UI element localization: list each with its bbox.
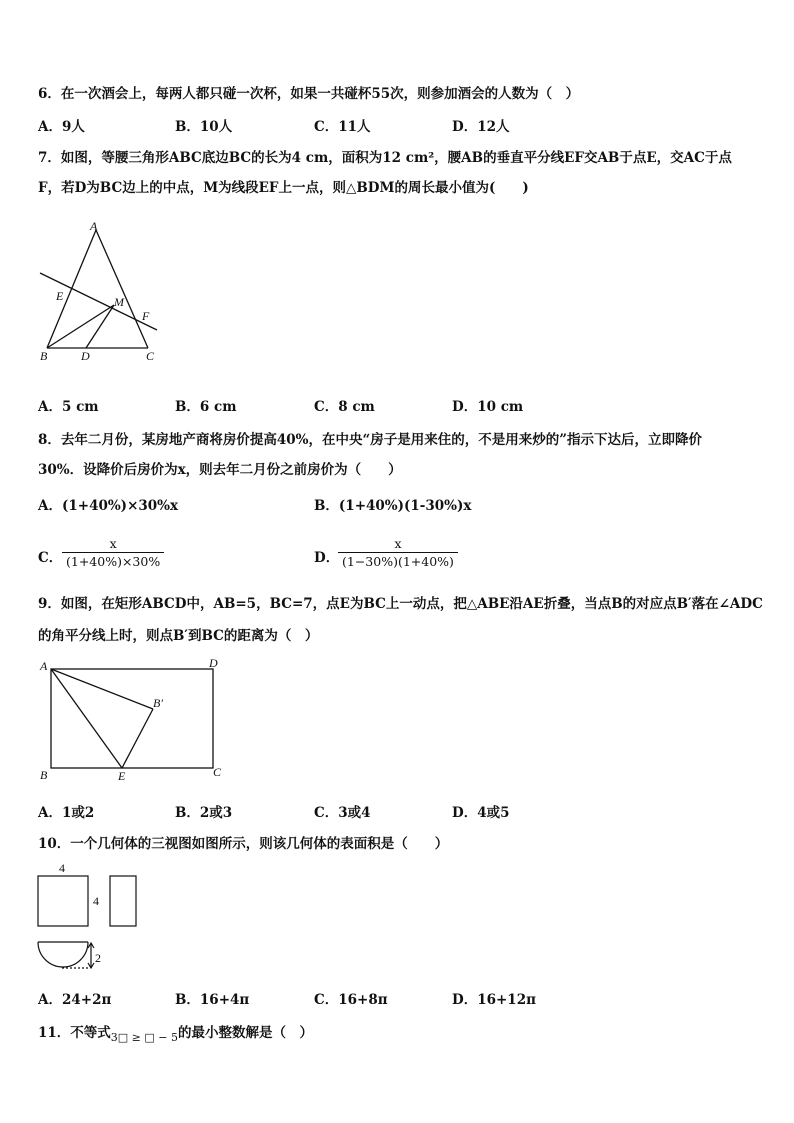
q8-stem-line2: 30%．设降价后房价为x，则去年二月份之前房价为（ ） <box>38 462 402 478</box>
q8-option-d-label: D． <box>314 550 340 566</box>
label-top-4: 4 <box>59 861 65 875</box>
label-c: C <box>213 765 222 779</box>
q10-option-b: B．16+4π <box>175 992 250 1008</box>
q6-option-c: C．11人 <box>314 119 371 135</box>
q11-stem <box>38 1021 313 1044</box>
fraction-bar <box>62 552 164 553</box>
q10-option-d: D．16+12π <box>452 992 536 1008</box>
segment-ae <box>51 669 122 768</box>
q9-option-c: C．3或4 <box>314 805 371 821</box>
label-c: C <box>146 349 155 363</box>
q9-option-b: B．2或3 <box>175 805 233 821</box>
label-d: D <box>209 656 218 670</box>
top-view-semicircle <box>38 942 88 967</box>
q7-option-b: B．6 cm <box>175 399 237 415</box>
q9-stem-line1: 9．如图，在矩形ABCD中，AB=5，BC=7，点E为BC上一动点，把△ABE沿AE折叠，当点B的对应点B′落在∠ADC <box>38 596 763 612</box>
q9-option-a: A．1或2 <box>38 805 95 821</box>
q7-stem-line1: 7．如图，等腰三角形ABC底边BC的长为4 cm，面积为12 cm²，腰AB的垂直平分线EF交AB于点E，交AC于点 <box>38 150 732 166</box>
label-d: D <box>81 349 90 363</box>
label-height-2: 2 <box>95 951 101 965</box>
segment-ab-prime <box>51 669 153 709</box>
q7-triangle-figure <box>30 218 170 368</box>
q8-option-c-fraction <box>62 536 164 569</box>
segment-bm <box>47 305 114 348</box>
q11-inequality: 3□ ≥ □ − 5 <box>110 1031 178 1044</box>
q8-option-c-denominator: (1+40%)×30% <box>66 554 161 569</box>
label-e: E <box>56 289 64 303</box>
label-a: A <box>90 219 98 233</box>
label-side-4: 4 <box>93 894 99 908</box>
label-f: F <box>142 309 150 323</box>
label-m: M <box>114 295 124 309</box>
q7-option-a: A．5 cm <box>38 399 99 415</box>
side-view-rectangle <box>110 876 136 926</box>
q8-option-a: A．(1+40%)×30%x <box>38 498 179 514</box>
q8-stem-line1: 8．去年二月份，某房地产商将房价提高40%，在中央“房子是用来住的，不是用来炒的”指示下达后，立即降价 <box>38 432 703 448</box>
q11-stem-suffix: 的最小整数解是（ ） <box>178 1025 313 1041</box>
q8-option-d-denominator: (1−30%)(1+40%) <box>342 554 454 569</box>
q7-option-d: D．10 cm <box>452 399 524 415</box>
q11-stem-prefix: 11．不等式 <box>38 1025 111 1041</box>
q9-rectangle-figure <box>36 654 232 784</box>
q8-option-d-fraction <box>338 536 458 569</box>
front-view-square <box>38 876 88 926</box>
q7-option-c: C．8 cm <box>314 399 375 415</box>
q6-option-d: D．12人 <box>452 119 510 135</box>
label-e: E <box>118 769 126 783</box>
q6-option-a: A．9人 <box>38 119 85 135</box>
segment-dm <box>86 305 114 348</box>
q10-option-c: C．16+8π <box>314 992 388 1008</box>
side-ac <box>96 230 148 348</box>
q9-option-d: D．4或5 <box>452 805 510 821</box>
label-a: A <box>40 659 48 673</box>
fraction-bar <box>338 552 458 553</box>
q6-stem: 6．在一次酒会上，每两人都只碰一次杯，如果一共碰杯55次，则参加酒会的人数为（ ） <box>38 86 580 102</box>
q10-three-views-figure <box>32 858 152 976</box>
q8-option-c-label: C． <box>38 550 63 566</box>
q8-option-b: B．(1+40%)(1-30%)x <box>314 498 472 514</box>
q9-stem-line2: 的角平分线上时，则点B′到BC的距离为（ ） <box>38 628 319 644</box>
q10-stem: 10．一个几何体的三视图如图所示，则该几何体的表面积是（ ） <box>38 836 449 852</box>
q8-option-d-numerator: x <box>394 536 402 551</box>
segment-eb-prime <box>122 709 153 768</box>
label-b: B <box>40 768 48 782</box>
q6-option-b: B．10人 <box>175 119 233 135</box>
label-b-prime: B′ <box>153 696 163 710</box>
rectangle-abcd <box>51 669 213 768</box>
q8-option-c-numerator: x <box>109 536 117 551</box>
q10-option-a: A．24+2π <box>38 992 112 1008</box>
q7-stem-line2: F，若D为BC边上的中点，M为线段EF上一点，则△BDM的周长最小值为( ) <box>38 180 529 196</box>
label-b: B <box>40 349 48 363</box>
